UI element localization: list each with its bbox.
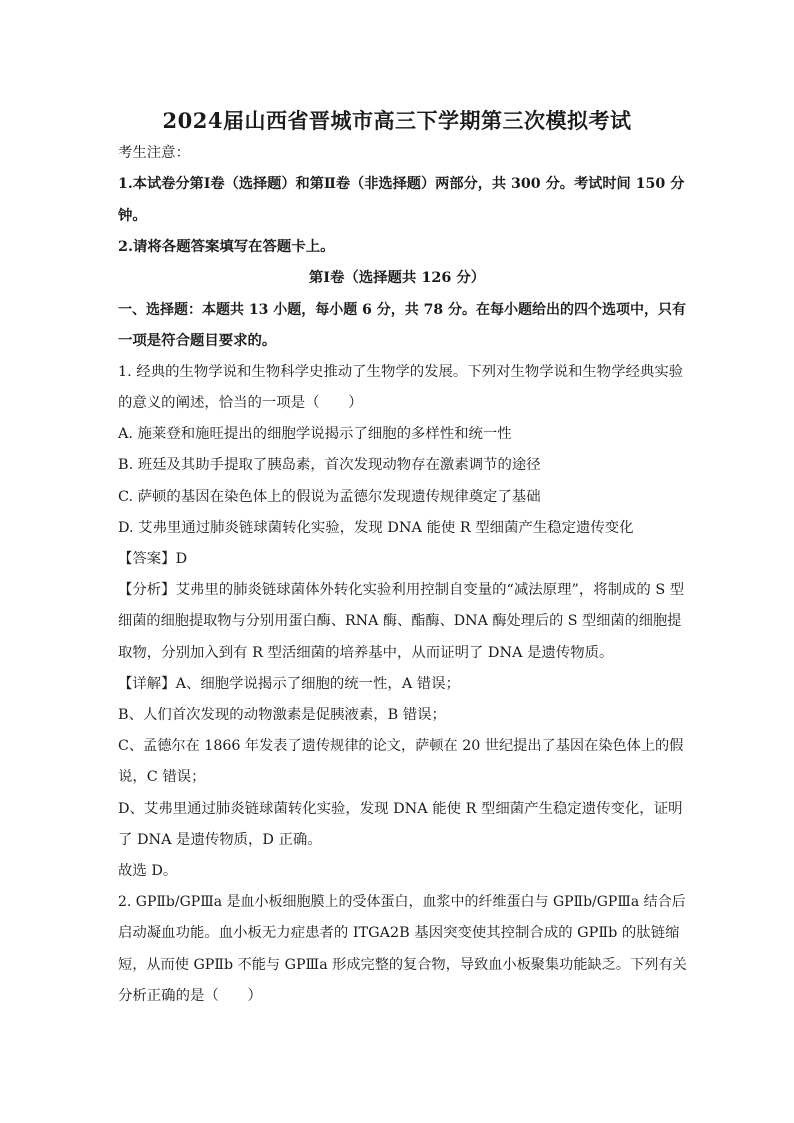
q2-stem-line-1: 2. GPⅡb/GPⅢa 是血小板细胞膜上的受体蛋白，血浆中的纤维蛋白与 GPⅡb/GPⅢa 结合后 <box>118 894 686 910</box>
q2-stem-line-3: 短，从而使 GPⅡb 不能与 GPⅢa 形成完整的复合物，导致血小板聚集功能缺乏。下列有关 <box>118 957 687 973</box>
instructions-line-1: 一、选择题：本题共 13 小题，每小题 6 分，共 78 分。在每小题给出的四个选项中，只有 <box>118 302 686 318</box>
exam-title: 2024届山西省晋城市高三下学期第三次模拟考试 <box>162 108 632 133</box>
q1-detail-c-line-2: 说，C 错误； <box>118 769 206 785</box>
q1-answer: 【答案】D <box>118 551 188 567</box>
q1-detail-d-line-1: D、艾弗里通过肺炎链球菌转化实验，发现 DNA 能使 R 型细菌产生稳定遗传变化，证明 <box>118 801 683 817</box>
q1-analysis-line-2: 细菌的细胞提取物与分别用蛋白酶、RNA 酶、酯酶、DNA 酶处理后的 S 型细菌的细胞提 <box>118 613 682 629</box>
q1-option-a: A. 施莱登和施旺提出的细胞学说揭示了细胞的多样性和统一性 <box>118 426 512 442</box>
q1-conclusion: 故选 D。 <box>118 863 178 879</box>
q1-analysis-line-1: 【分析】艾弗里的肺炎链球菌体外转化实验利用控制自变量的“减法原理”，将制成的 S 型 <box>118 582 685 598</box>
q1-detail-c-line-1: C、孟德尔在 1866 年发表了遗传规律的论文，萨顿在 20 世纪提出了基因在染色体上的假 <box>118 738 684 754</box>
section-title: 第Ⅰ卷（选择题共 126 分） <box>308 269 486 286</box>
q1-option-c: C. 萨顿的基因在染色体上的假说为孟德尔发现遗传规律奠定了基础 <box>118 489 541 505</box>
notice-item-1-line-1: 1.本试卷分第Ⅰ卷（选择题）和第Ⅱ卷（非选择题）两部分，共 300 分。考试时间 150 分 <box>118 176 685 192</box>
q1-detail-a: 【详解】A、细胞学说揭示了细胞的统一性，A 错误； <box>118 676 460 692</box>
q1-analysis-line-3: 取物，分别加入到有 R 型活细菌的培养基中，从而证明了 DNA 是遗传物质。 <box>118 645 614 661</box>
q1-stem-line-2: 的意义的阐述，恰当的一项是（ ） <box>118 395 363 411</box>
notice-item-1-line-2: 钟。 <box>118 207 147 224</box>
notice-heading: 考生注意： <box>118 145 190 161</box>
q1-option-d: D. 艾弗里通过肺炎链球菌转化实验，发现 DNA 能使 R 型细菌产生稳定遗传变化 <box>118 520 634 536</box>
q1-detail-d-line-2: 了 DNA 是遗传物质，D 正确。 <box>118 832 322 848</box>
q1-option-b: B. 班廷及其助手提取了胰岛素，首次发现动物存在激素调节的途径 <box>118 457 541 473</box>
instructions-line-2: 一项是符合题目要求的。 <box>118 332 277 349</box>
q2-stem-line-4: 分析正确的是（ ） <box>118 988 262 1004</box>
q1-detail-b: B、人们首次发现的动物激素是促胰液素，B 错误； <box>118 707 446 723</box>
q2-stem-line-2: 启动凝血功能。血小板无力症患者的 ITGA2B 基因突变使其控制合成的 GPⅡb 的肽链缩 <box>118 925 680 941</box>
notice-item-2: 2.请将各题答案填写在答题卡上。 <box>118 238 335 255</box>
q1-stem-line-1: 1. 经典的生物学说和生物科学史推动了生物学的发展。下列对生物学说和生物学经典实验 <box>118 364 684 380</box>
